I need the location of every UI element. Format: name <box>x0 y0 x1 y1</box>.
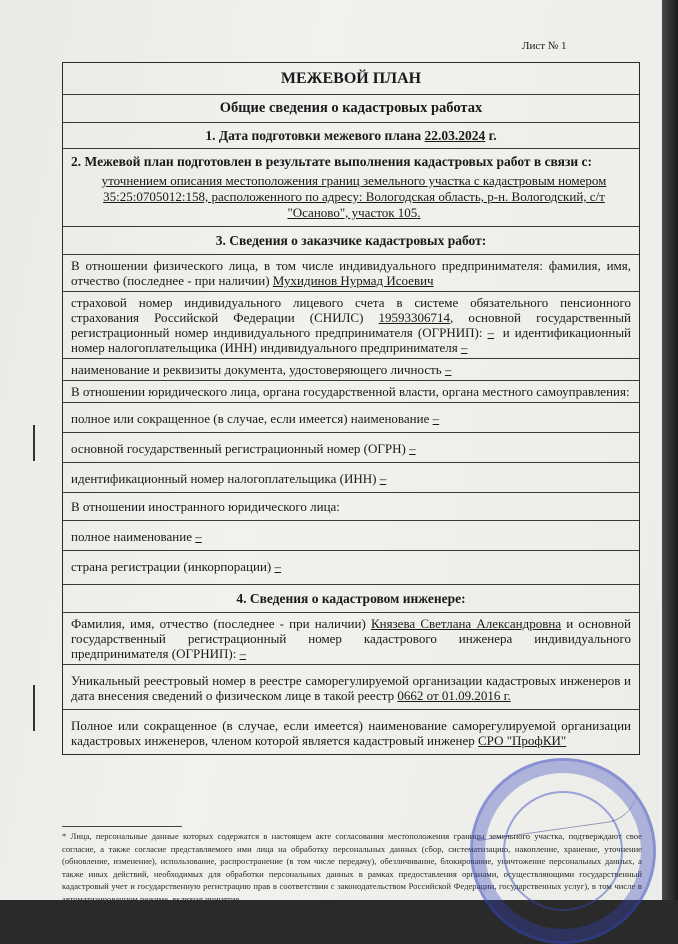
snils-label: страховой номер индивидуального лицевого счета в системе обязательного пенсионного страхования Российской Федерации (СНИЛС) <box>71 295 631 325</box>
date-value: 22.03.2024 <box>424 128 486 143</box>
foreign-entity-name <box>63 521 639 551</box>
identity-document-label: наименование и реквизиты документа, удостоверяющего личность <box>71 362 445 377</box>
ogrn-value: – <box>409 441 416 456</box>
legal-inn-label: идентификационный номер налогоплательщика (ИНН) <box>71 471 380 486</box>
customer-person-label: В отношении физического лица, в том числе индивидуального предпринимателя: фамилия, имя, отчество (последнее - при наличии) <box>71 258 631 288</box>
snils-value: 19593306714 <box>378 310 451 325</box>
ogrn-label: основной государственный регистрационный номер (ОГРН) <box>71 441 410 456</box>
country-value: – <box>274 559 281 574</box>
footnote-rule <box>62 826 182 827</box>
footnote: * Лица, персональные данные которых содержатся в настоящем акте согласования местоположения границы земельного участка, подтверждают свое согласие, а также согласие представляемого ими лица на обработку персональных данных (сбор, систематизацию, накопление, хранение, уточнение (обновление, изменение), использование, распространение (в том числе передачу), обезличивание, блокирование, уничтожение персональных данных, а также иных действий, необходимых для обработки персональных данных в рамках предоставления органами, осуществляющими государственный кадастровый учет и государственную регистрацию прав в соответствии с законодательством Российской Федерации, государственных услуг), в том числе в автоматизированном режиме, включая принятие <box>62 831 642 904</box>
page-edge-shadow <box>662 0 678 900</box>
section-2-label: 2. Межевой план подготовлен в результате выполнения кадастровых работ в связи с: <box>71 154 593 169</box>
inn-value: – <box>461 340 468 355</box>
country-label: страна регистрации (инкорпорации) <box>71 559 275 574</box>
engineer-registry <box>63 665 639 710</box>
customer-ids <box>63 292 639 359</box>
legal-entity-ogrn <box>63 433 639 463</box>
inn-label: и идентификационный номер налогоплательщика (ИНН) индивидуального предпринимателя <box>71 325 632 355</box>
engineer-name-label: Фамилия, имя, отчество (последнее - при наличии) <box>71 616 371 631</box>
registry-value: 0662 от 01.09.2016 г. <box>397 688 511 703</box>
sheet-number: Лист № 1 <box>522 40 567 52</box>
engineer-sro <box>63 710 639 754</box>
date-label: 1. Дата подготовки межевого плана <box>205 128 425 143</box>
legal-entity-name <box>63 403 639 433</box>
customer-person <box>63 255 639 292</box>
foreign-entity-heading: В отношении иностранного юридического лица: <box>63 493 639 521</box>
date-suffix: г. <box>485 128 497 143</box>
margin-mark <box>33 685 35 731</box>
sro-label: Полное или сокращенное (в случае, если имеется) наименование саморегулируемой организации кадастровых инженеров, членом которой является кадастровый инженер <box>71 718 631 748</box>
section-general-title: Общие сведения о кадастровых работах <box>63 95 639 123</box>
engineer-ogrnip-label: и основной государственный регистрационный номер кадастрового инженера индивидуального предпринимателя (ОГРНИП): <box>71 616 631 661</box>
identity-document <box>63 359 639 381</box>
engineer-name <box>63 613 639 665</box>
identity-document-value: – <box>444 362 452 377</box>
legal-entity-name-value: – <box>432 411 440 426</box>
form-title: МЕЖЕВОЙ ПЛАН <box>63 63 639 95</box>
foreign-name-value: – <box>195 529 202 544</box>
legal-inn-value: – <box>379 471 387 486</box>
section-2 <box>63 149 639 227</box>
survey-plan-form <box>62 62 640 755</box>
ogrnip-value: – <box>487 325 495 340</box>
section-2-reason: уточнением описания местоположения границ земельного участка с кадастровым номером 35:25:0705012:158, расположенного по адресу: Вологодская область, р-н. Вологодский, с/т "Осаново", участок 105. <box>101 173 607 220</box>
engineer-name-value: Князева Светлана Александровна <box>370 616 562 631</box>
customer-person-name: Мухидинов Нурмад Исоевич <box>272 273 434 288</box>
registry-label: Уникальный реестровый номер в реестре саморегулируемой организации кадастровых инженеров и дата внесения сведений о физическом лице в такой реестр <box>71 673 631 703</box>
section-3-title: 3. Сведения о заказчике кадастровых работ: <box>63 227 639 255</box>
section-4-title: 4. Сведения о кадастровом инженере: <box>63 585 639 613</box>
sro-value: СРО "ПрофКИ" <box>478 733 567 748</box>
legal-entity-name-label: полное или сокращенное (в случае, если имеется) наименование <box>71 411 433 426</box>
engineer-ogrnip-value: – <box>239 646 247 661</box>
ogrnip-label: , основной государственный регистрационный номер индивидуального предпринимателя (ОГРНИП): <box>71 310 631 340</box>
section-1-date <box>63 123 639 149</box>
legal-entity-inn <box>63 463 639 493</box>
margin-mark <box>33 425 35 461</box>
foreign-country <box>63 551 639 585</box>
foreign-name-label: полное наименование <box>71 529 196 544</box>
legal-entity-heading: В отношении юридического лица, органа государственной власти, органа местного самоуправления: <box>63 381 639 403</box>
